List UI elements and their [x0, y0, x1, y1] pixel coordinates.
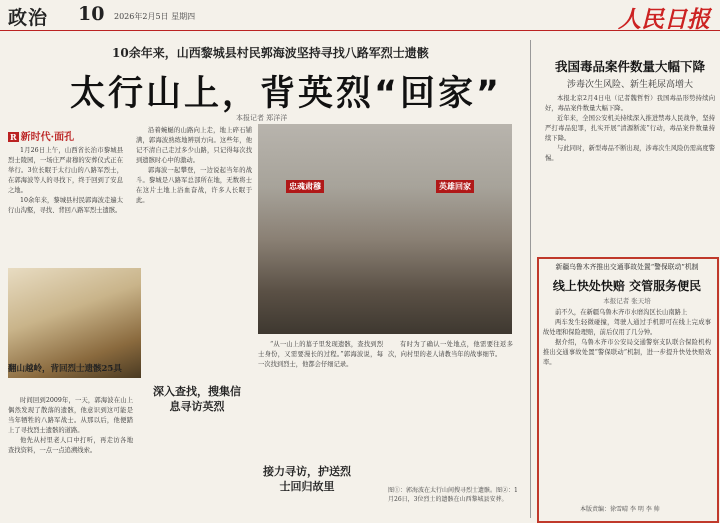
- lead-photo-caption: 图①：郭海波在太行山间搜寻烈士遗骸。图②：1月26日，3位烈士的遗骸在山西黎城县安葬。: [388, 487, 518, 503]
- column-badge-label: 新时代·面孔: [20, 132, 75, 143]
- subhead-3: 接力寻访，护送烈士回归故里: [263, 465, 351, 493]
- box-headline: 线上快处快赔 交管服务便民: [552, 279, 702, 293]
- lead-body-col2: 沿着蜿蜒的山路向上走，地上碎石铺满，郭海波熟练地辨别方向。这些年，他记不清自己走过多少山路，只记得每次找到遗骸时心中的激动。 郭海波一起攀登，一边说起当年的战斗。黎城是八路军总部所在地，无数将士在这片土地上浴血奋战，许多人长眠于此。: [136, 127, 252, 204]
- newspaper-logo: 人民日报: [618, 6, 710, 33]
- box-body-lead: 前不久，在新疆乌鲁木齐市水磨沟区长山南路上: [555, 309, 688, 316]
- section-title: 政治: [8, 7, 49, 29]
- page-number: 10: [78, 3, 105, 25]
- issue-date: 2026年2月5日 星期四: [114, 12, 196, 21]
- photo-banner-right: 英雄回家: [436, 180, 474, 193]
- lead-body-col4: 有时为了确认一处地点，他需要往返多次，向村里的老人请教当年的战事细节。: [388, 341, 513, 358]
- right-top-body: 本报北京2月4日电（记者魏哲哲）我国毒品形势持续向好，毒品案件数量大幅下降。 近年来，全国公安机关持续深入推进禁毒人民战争，坚持严打毒品犯罪，扎实开展“清源断流”行动，毒品案件数量持续下降。 与此同时，新型毒品不断出现，涉毒次生风险仍需高度警惕。: [545, 95, 715, 162]
- right-top-lead-line: 本报北京2月4日电（记者魏哲哲）我国毒品形势持续向好，毒品案件数量大幅下降。: [545, 95, 715, 112]
- column-badge: [8, 128, 76, 143]
- column-badge-icon: R: [10, 132, 17, 142]
- lead-body-col3: “从一山上的墓子里发现遗骸，查找到烈士身份，又需要漫长的过程。”郭海波说，每一次找到烈士，他都会仔细记录。: [258, 341, 383, 368]
- lead-headline: 太行山上，背英烈“回家”: [70, 74, 503, 114]
- lead-body-col1: 1月26日上午，山西省长治市黎城县烈士陵园，一场庄严肃穆的安葬仪式正在举行。3位长眠于太行山的八路军烈士，在郭海波等人的寻找下，终于回到了安息之地。 10余年来，黎城县村民郭海波走遍太行山沟壑，寻找、背回八路军烈士遗骸。: [8, 147, 123, 214]
- right-top-subheadline: 涉毒次生风险、新生耗尿高增大: [566, 80, 693, 90]
- lead-body-col1b: 时间回到2009年，一天，郭海波在山上偶然发现了散落的遗骸，他意识到这可能是当年牺牲的八路军战士。从那以后，他便踏上了寻找烈士遗骸的道路。 他先从村里老人口中打听，再走访各地查找资料，一点一点追溯线索。: [8, 397, 133, 454]
- subhead-1: 翻山越岭，背回烈士遗骸25具: [8, 364, 122, 374]
- column-divider: [530, 40, 531, 518]
- box-body: 前不久，在新疆乌鲁木齐市水磨沟区长山南路上 两车发生轻微碰撞，驾驶人通过手机即可在线上完成事故处理和保险理赔，前后仅用了几分钟。 据介绍，乌鲁木齐市公安局交通警察支队联合保险机构推出交通事故处置“警保联动”机制，进一步提升快处快赔效率。: [543, 309, 711, 366]
- right-top-headline: 我国毒品案件数量大幅下降: [554, 59, 705, 74]
- photo-burial-ceremony: [258, 124, 512, 334]
- box-footer: 本版责编：徐雪晴 李 明 李 帅: [580, 506, 660, 513]
- box-byline: 本报记者 张天培: [603, 297, 651, 305]
- lead-kicker: 10余年来，山西黎城县村民郭海波坚持寻找八路军烈士遗骸: [112, 46, 429, 60]
- photo-banner-left: 忠魂肃穆: [286, 180, 324, 193]
- subhead-2: 深入查找，搜集信息寻访英烈: [153, 385, 241, 413]
- box-kicker: 新疆乌鲁木齐推出交通事故处置“警保联动”机制: [555, 263, 699, 271]
- lead-byline: 本报记者 郑洋洋: [236, 114, 288, 122]
- page-header: [0, 0, 720, 31]
